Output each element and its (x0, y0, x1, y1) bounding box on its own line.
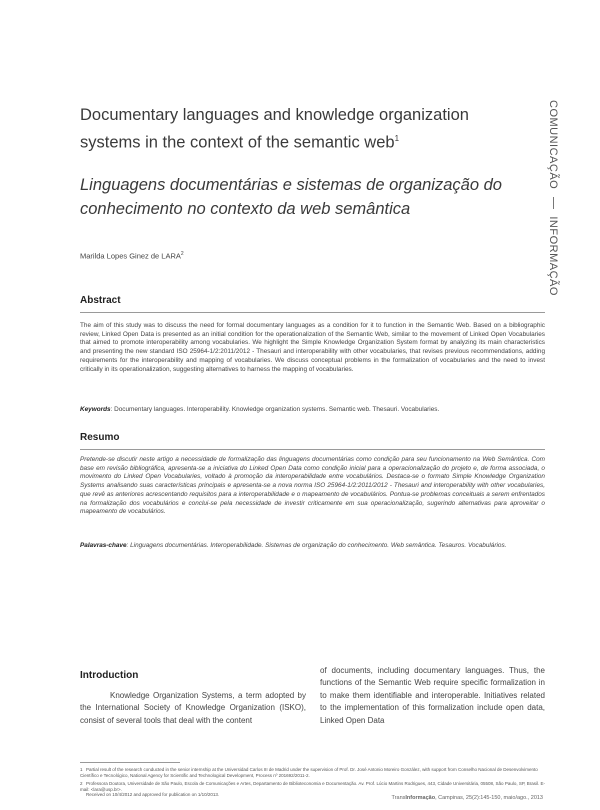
footnote-1: 1 Partial result of the research conducted in the senior internship at the Universidad Carlos III de Madrid under the supervision of Prof. Dr. José Antonio Moreiro González, with support from Conselho Nacional de Desenvolvimento Científico e Tecnológico, National Agency for Scientific and Technological Development, Process nº 201692/2011-2. (80, 767, 538, 779)
resumo-rule (80, 449, 545, 450)
footnote-rule (80, 762, 180, 763)
side-label-right: INFORMAÇÃO (547, 216, 559, 296)
abstract-keywords: Keywords: Documentary languages. Interoperability. Knowledge organization systems. Semantic web. Thesauri. Vocabularies. (80, 406, 440, 413)
abstract-body: The aim of this study was to discuss the need for formal documentary languages as a condition for it to function in the Semantic Web. Based on a bibliographic review, Linked Open Data is presented as an initial condition for the operationalization of the Semantic Web, similar to the movement of Linked Open Vocabularies that aimed to promote interoperability among vocabularies. We highlight the Simple Knowledge Organization System format by analyzing its main characteristics and presenting the new standard ISO 25964-1/2:2011/2012 - Thesauri and interoperability with other vocabularies, that revises previous recommendations, adding requirements for the interoperability and mapping of vocabularies. We discuss conceptual problems in the formalization of vocabularies and the need to invest critically in its operationalization, suggesting alternatives to harness the mapping of vocabularies. (80, 322, 545, 373)
resumo-body: Pretende-se discutir neste artigo a necessidade de formalização das linguagens documentárias como condição para seu funcionamento na Web Semântica. Com base em revisão bibliográfica, apresenta-se a iniciativa do Linked Open Data como condição inicial para a operacionalização do projeto e, de forma associada, o movimento do Linked Open Vocabularies, voltado à promoção da interoperabilidade entre vocabulários. Destaca-se o formato Simple Knowledge Organization Systems analisando suas características principais e apresenta-se a nova norma ISO 25964-1/2:2011/2012 - Thesauri and interoperability with other vocabularies, que revê as anteriores acrescentando requisitos para a interoperabilidade e o mapeamento de vocabulários. Pontua-se problemas conceituais a serem enfrentados na formalização dos vocabulários e conclui-se pela necessidade de investir criticamente em sua operacionalização, sugerindo alternativas para aproveitar o mapeamento de vocabulários. (80, 456, 545, 516)
side-label-divider (553, 197, 554, 209)
introduction-heading: Introduction (80, 670, 139, 681)
footnote-2: 2 Professora Doutora, Universidade de São Paulo, Escola de Comunicações e Artes, Departamento de Biblioteconomia e Documentação. Av. Prof. Lúcio Martins Rodrigues, 443, Cidade Universitária, 05508, São Paulo, SP, Brasil. E-mail: <lara@usp.br>. (80, 781, 545, 793)
title-portuguese: Linguagens documentárias e sistemas de organização do conhecimento no contexto da web semântica (80, 176, 502, 218)
received-note: Received on 10/4/2012 and approved for publication on 1/10/2013. (86, 792, 220, 797)
title-english: Documentary languages and knowledge organization systems in the context of the semantic web$^1$ (80, 106, 469, 152)
resumo-heading: Resumo (80, 432, 120, 443)
introduction-left-column: Knowledge Organization Systems, a term adopted by the International Society of Knowledge Organization (ISKO), consist of several tools that deal with the content (80, 691, 306, 725)
journal-citation-footer: TransInformação, Campinas, 25(2):145-150, maio/ago., 2013 (391, 795, 543, 801)
resumo-keywords: Palavras-chave: Linguagens documentárias. Interoperabilidade. Sistemas de organização do conhecimento. Web semântica. Tesauros. Vocabulários. (80, 542, 507, 549)
abstract-heading: Abstract (80, 295, 121, 306)
author-name: Marilda Lopes Ginez de LARA$^2$ (80, 251, 184, 261)
journal-side-label (547, 100, 559, 296)
side-label-left: COMUNICAÇÃO (547, 100, 559, 190)
introduction-right-column: of documents, including documentary languages. Thus, the functions of the Semantic Web require specific formalization in to make them identifiable and interoperable. Initiatives related to the implementation of this formalization include open data, Linked Open Data (320, 666, 545, 725)
abstract-rule (80, 312, 545, 313)
